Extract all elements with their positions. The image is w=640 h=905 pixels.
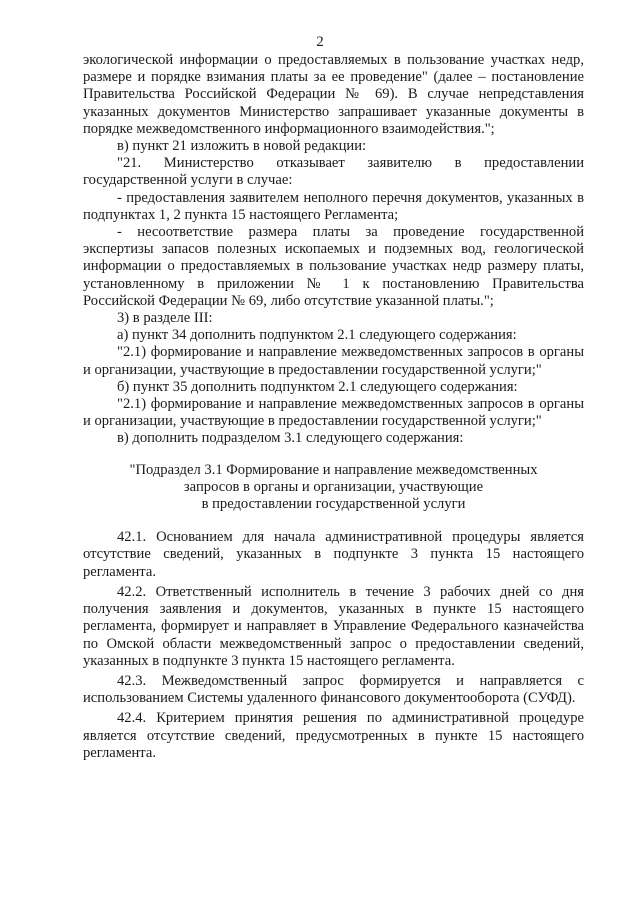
subsection-heading-line: "Подраздел 3.1 Формирование и направление межведомственных bbox=[129, 461, 538, 478]
paragraph-quote-2: "2.1) формирование и направление межведомственных запросов в органы и организации, участвующие в предоставлении государственной услуги;" bbox=[83, 396, 584, 430]
paragraph-continuation: экологической информации о предоставляемых в пользование участках недр, размере и порядке взимания платы за ее проведение" (далее – постановление Правительства Российской Федерации № 69). В случае непредставления указанных документов Министерство запрашивает указанные документы в порядке межведомственного информационного взаимодействия."; bbox=[83, 52, 584, 137]
paragraph-item-v2: в) дополнить подразделом 3.1 следующего содержания: bbox=[117, 430, 464, 447]
paragraph-section-3: 3) в разделе III: bbox=[117, 310, 213, 327]
paragraph-dash-2: - несоответствие размера платы за проведение государственной экспертизы запасов полезных ископаемых и подземных вод, геологической информации о предоставляемых в пользование участках недр размеру платы, установленному в приложении № 1 к постановлению Правительства Российской Федерации № 69, либо отсутствие указанной платы."; bbox=[83, 224, 584, 309]
paragraph-42-4: 42.4. Критерием принятия решения по административной процедуре является отсутствие сведений, предусмотренных в пункте 15 настоящего регламента. bbox=[83, 710, 584, 761]
document-body bbox=[83, 52, 584, 762]
subsection-heading bbox=[83, 462, 584, 514]
subsection-heading-line: в предоставлении государственной услуги bbox=[201, 496, 466, 513]
paragraph-quote-1: "2.1) формирование и направление межведомственных запросов в органы и организации, участвующие в предоставлении государственной услуги;" bbox=[83, 344, 584, 378]
paragraph-42-2: 42.2. Ответственный исполнитель в течение 3 рабочих дней со дня получения заявления и документов, указанных в пункте 15 настоящего регламента, формирует и направляет в Управление Федерального казначейства по Омской области межведомственный запрос о предоставлении сведений, указанных в подпункте 3 пункта 15 настоящего регламента. bbox=[83, 583, 584, 669]
paragraph-dash-1: - предоставления заявителем неполного перечня документов, указанных в подпунктах 1, 2 пункта 15 настоящего Регламента; bbox=[83, 189, 584, 223]
paragraph-42-1: 42.1. Основанием для начала административной процедуры является отсутствие сведений, указанных в подпункте 3 пункта 15 настоящего регламента. bbox=[83, 529, 584, 580]
subsection-heading-line: запросов в органы и организации, участвующие bbox=[183, 478, 484, 495]
paragraph-42-3: 42.3. Межведомственный запрос формируется и направляется с использованием Системы удаленного финансового документооборота (СУФД). bbox=[83, 672, 584, 707]
paragraph-item-b: б) пункт 35 дополнить подпунктом 2.1 следующего содержания: bbox=[117, 378, 518, 395]
paragraph-item-a: а) пункт 34 дополнить подпунктом 2.1 следующего содержания: bbox=[117, 327, 517, 344]
paragraph-item-v: в) пункт 21 изложить в новой редакции: bbox=[117, 138, 367, 155]
page-number: 2 bbox=[316, 34, 324, 50]
paragraph-clause-21: "21. Министерство отказывает заявителю в предоставлении государственной услуги в случае: bbox=[83, 155, 584, 189]
